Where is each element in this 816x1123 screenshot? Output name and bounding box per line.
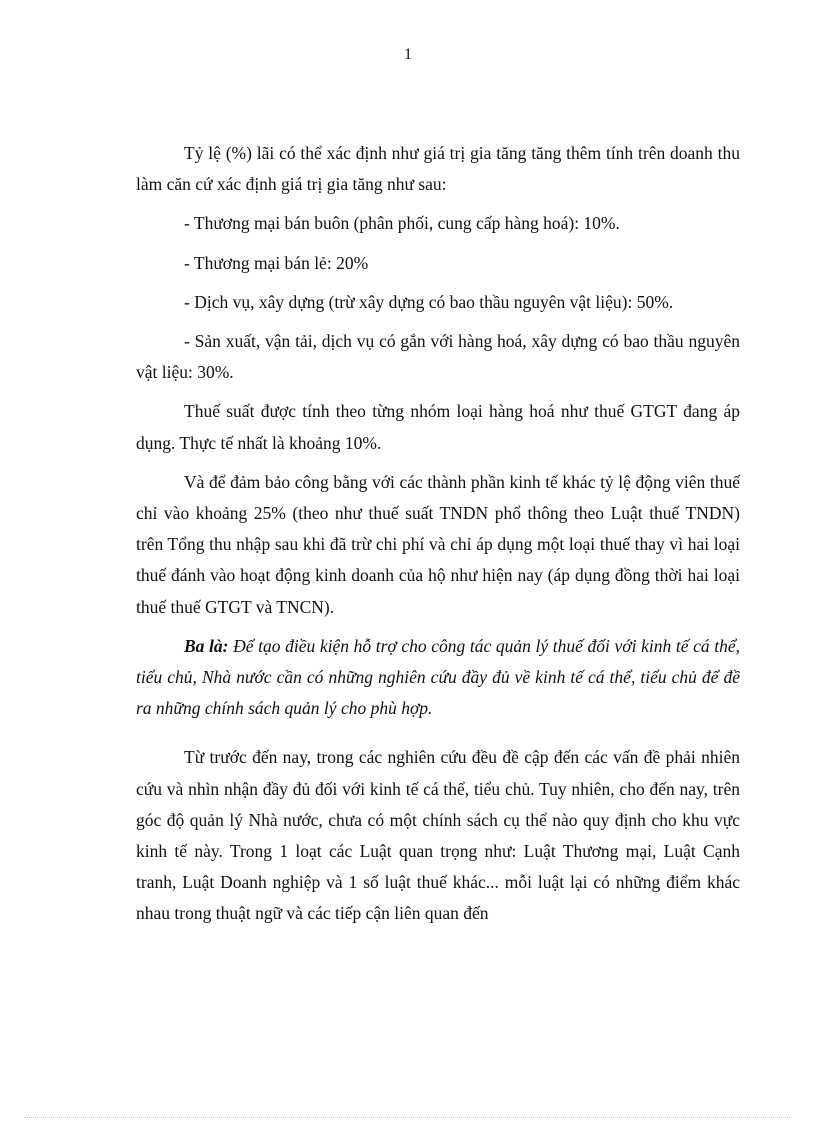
document-body	[136, 138, 740, 930]
paragraph-profit-rate: Tỷ lệ (%) lãi có thể xác định như giá trị gia tăng tăng thêm tính trên doanh thu làm căn cứ xác định giá trị gia tăng như sau:	[136, 143, 740, 195]
list-item-production-transport: - Sản xuất, vận tải, dịch vụ có gắn với hàng hoá, xây dựng có bao thầu nguyên vật liệu: 30%.	[136, 331, 740, 383]
paragraph-research: Từ trước đến nay, trong các nghiên cứu đều đề cập đến các vấn đề phải nhiên cứu và nhìn nhận đầy đủ đối với kinh tế cá thể, tiểu chủ. Tuy nhiên, cho đến nay, trên góc độ quản lý Nhà nước, chưa có một chính sách cụ thể nào quy định cho khu vực kinh tế này. Trong 1 loạt các Luật quan trọng như: Luật Thương mại, Luật Cạnh tranh, Luật Doanh nghiệp và 1 số luật thuế khác... mỗi luật lại có những điểm khác nhau trong thuật ngữ và các tiếp cận liên quan đến	[136, 747, 740, 924]
page-bottom-divider	[24, 1117, 792, 1118]
third-point-label: Ba là:	[184, 635, 229, 656]
third-point-text: Để tạo điều kiện hỗ trợ cho công tác quản lý thuế đối với kinh tế cá thể, tiểu chủ, Nhà nước cần có những nghiên cứu đầy đủ về kinh tế cá thể, tiểu chủ để đề ra những chính sách quản lý cho phù hợp.	[136, 635, 740, 719]
list-item-services-construction: - Dịch vụ, xây dựng (trừ xây dựng có bao thầu nguyên vật liệu): 50%.	[184, 291, 674, 312]
paragraph-fairness: Và để đảm bảo công bằng với các thành phần kinh tế khác tỷ lệ động viên thuế chỉ vào khoảng 25% (theo như thuế suất TNDN phổ thông theo Luật thuế TNDN) trên Tổng thu nhập sau khi đã trừ chi phí và chỉ áp dụng một loại thuế thay vì hai loại thuế đánh vào hoạt động kinh doanh của hộ như hiện nay (áp dụng đồng thời hai loại thuế thuế GTGT và TNCN).	[136, 471, 740, 617]
paragraph-tax-rate: Thuế suất được tính theo từng nhóm loại hàng hoá như thuế GTGT đang áp dụng. Thực tế nhất là khoảng 10%.	[136, 401, 740, 453]
list-item-retail: - Thương mại bán lẻ: 20%	[184, 252, 369, 273]
list-item-wholesale: - Thương mại bán buôn (phân phối, cung cấp hàng hoá): 10%.	[184, 213, 620, 234]
page-number: 1	[404, 46, 412, 63]
paragraph-third-point	[136, 631, 740, 725]
